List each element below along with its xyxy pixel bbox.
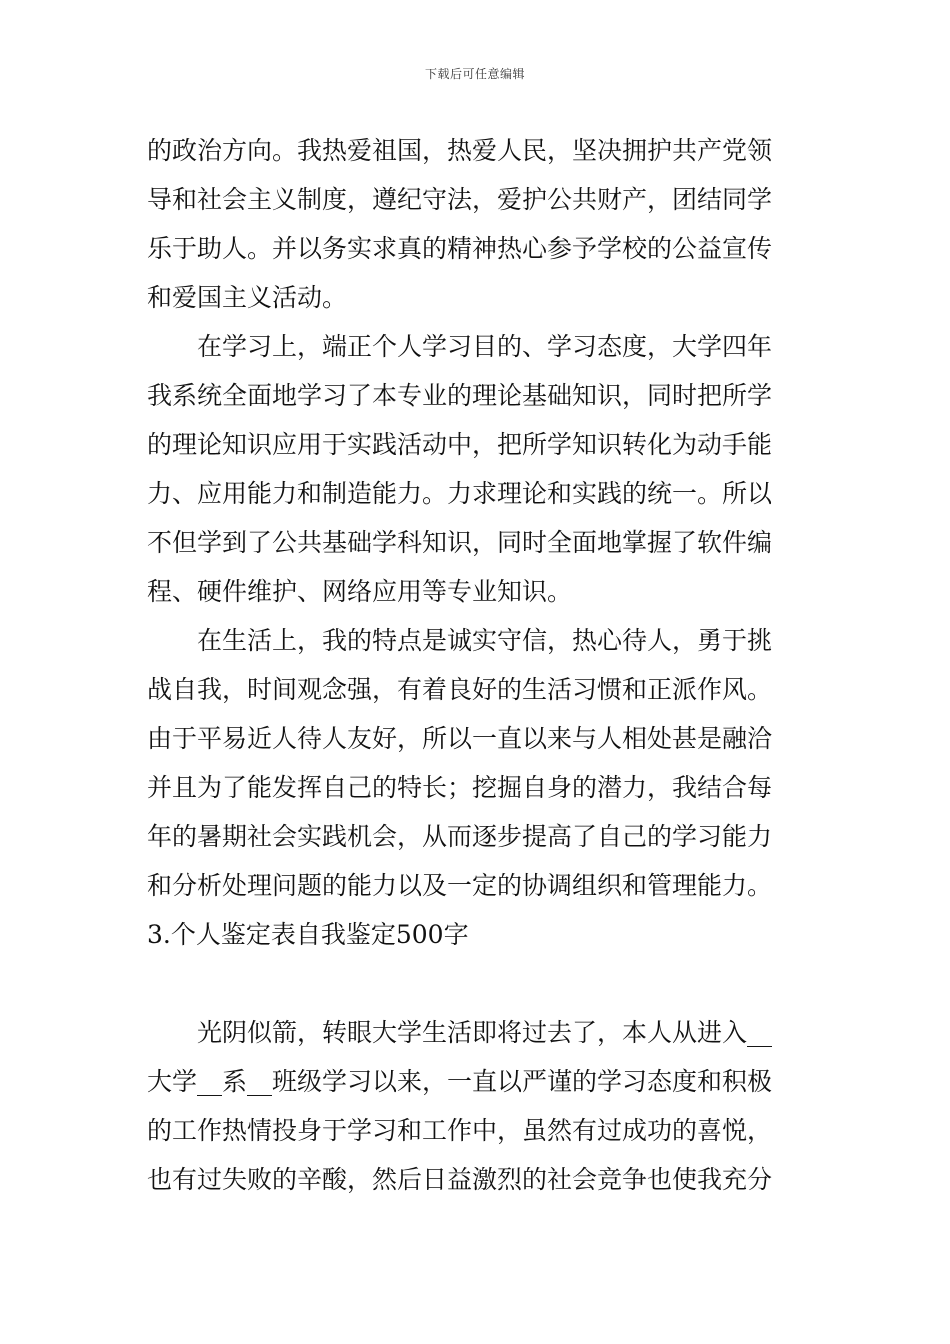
text-line: 程、硬件维护、网络应用等专业知识。: [147, 577, 573, 606]
text-line: 也有过失败的辛酸，然后日益激烈的社会竞争也使我充分: [147, 1165, 773, 1194]
text-line: 我系统全面地学习了本专业的理论基础知识，同时把所学: [147, 381, 773, 410]
blank-line: [147, 959, 817, 1008]
text-line: 的政治方向。我热爱祖国，热爱人民，坚决拥护共产党领: [147, 136, 773, 165]
section-heading: 3.个人鉴定表自我鉴定500字: [147, 920, 469, 949]
text-line: 力、应用能力和制造能力。力求理论和实践的统一。所以: [147, 479, 773, 508]
document-body: [147, 126, 817, 1204]
text-line: 导和社会主义制度，遵纪守法，爱护公共财产，团结同学: [147, 185, 773, 214]
paragraph-start-line: 在学习上，端正个人学习目的、学习态度，大学四年: [197, 332, 773, 361]
text-line: 不但学到了公共基础学科知识，同时全面地掌握了软件编: [147, 528, 773, 557]
paragraph-start-line: 光阴似箭，转眼大学生活即将过去了，本人从进入__: [197, 1018, 773, 1047]
text-line: 战自我，时间观念强，有着良好的生活习惯和正派作风。: [147, 675, 773, 704]
text-line: 的工作热情投身于学习和工作中，虽然有过成功的喜悦，: [147, 1116, 773, 1145]
text-line: 乐于助人。并以务实求真的精神热心参予学校的公益宣传: [147, 234, 773, 263]
paragraph-start-line: 在生活上，我的特点是诚实守信，热心待人，勇于挑: [197, 626, 773, 655]
text-line: 年的暑期社会实践机会，从而逐步提高了自己的学习能力: [147, 822, 773, 851]
text-line: 和爱国主义活动。: [147, 283, 348, 312]
text-line: 和分析处理问题的能力以及一定的协调组织和管理能力。: [147, 871, 773, 900]
page-header: 下载后可任意编辑: [424, 67, 525, 81]
text-line: 由于平易近人待人友好，所以一直以来与人相处甚是融洽: [147, 724, 773, 753]
text-line: 并且为了能发挥自己的特长；挖掘自身的潜力，我结合每: [147, 773, 773, 802]
text-line: 大学__系__班级学习以来，一直以严谨的学习态度和积极: [147, 1067, 773, 1096]
text-line: 的理论知识应用于实践活动中，把所学知识转化为动手能: [147, 430, 773, 459]
